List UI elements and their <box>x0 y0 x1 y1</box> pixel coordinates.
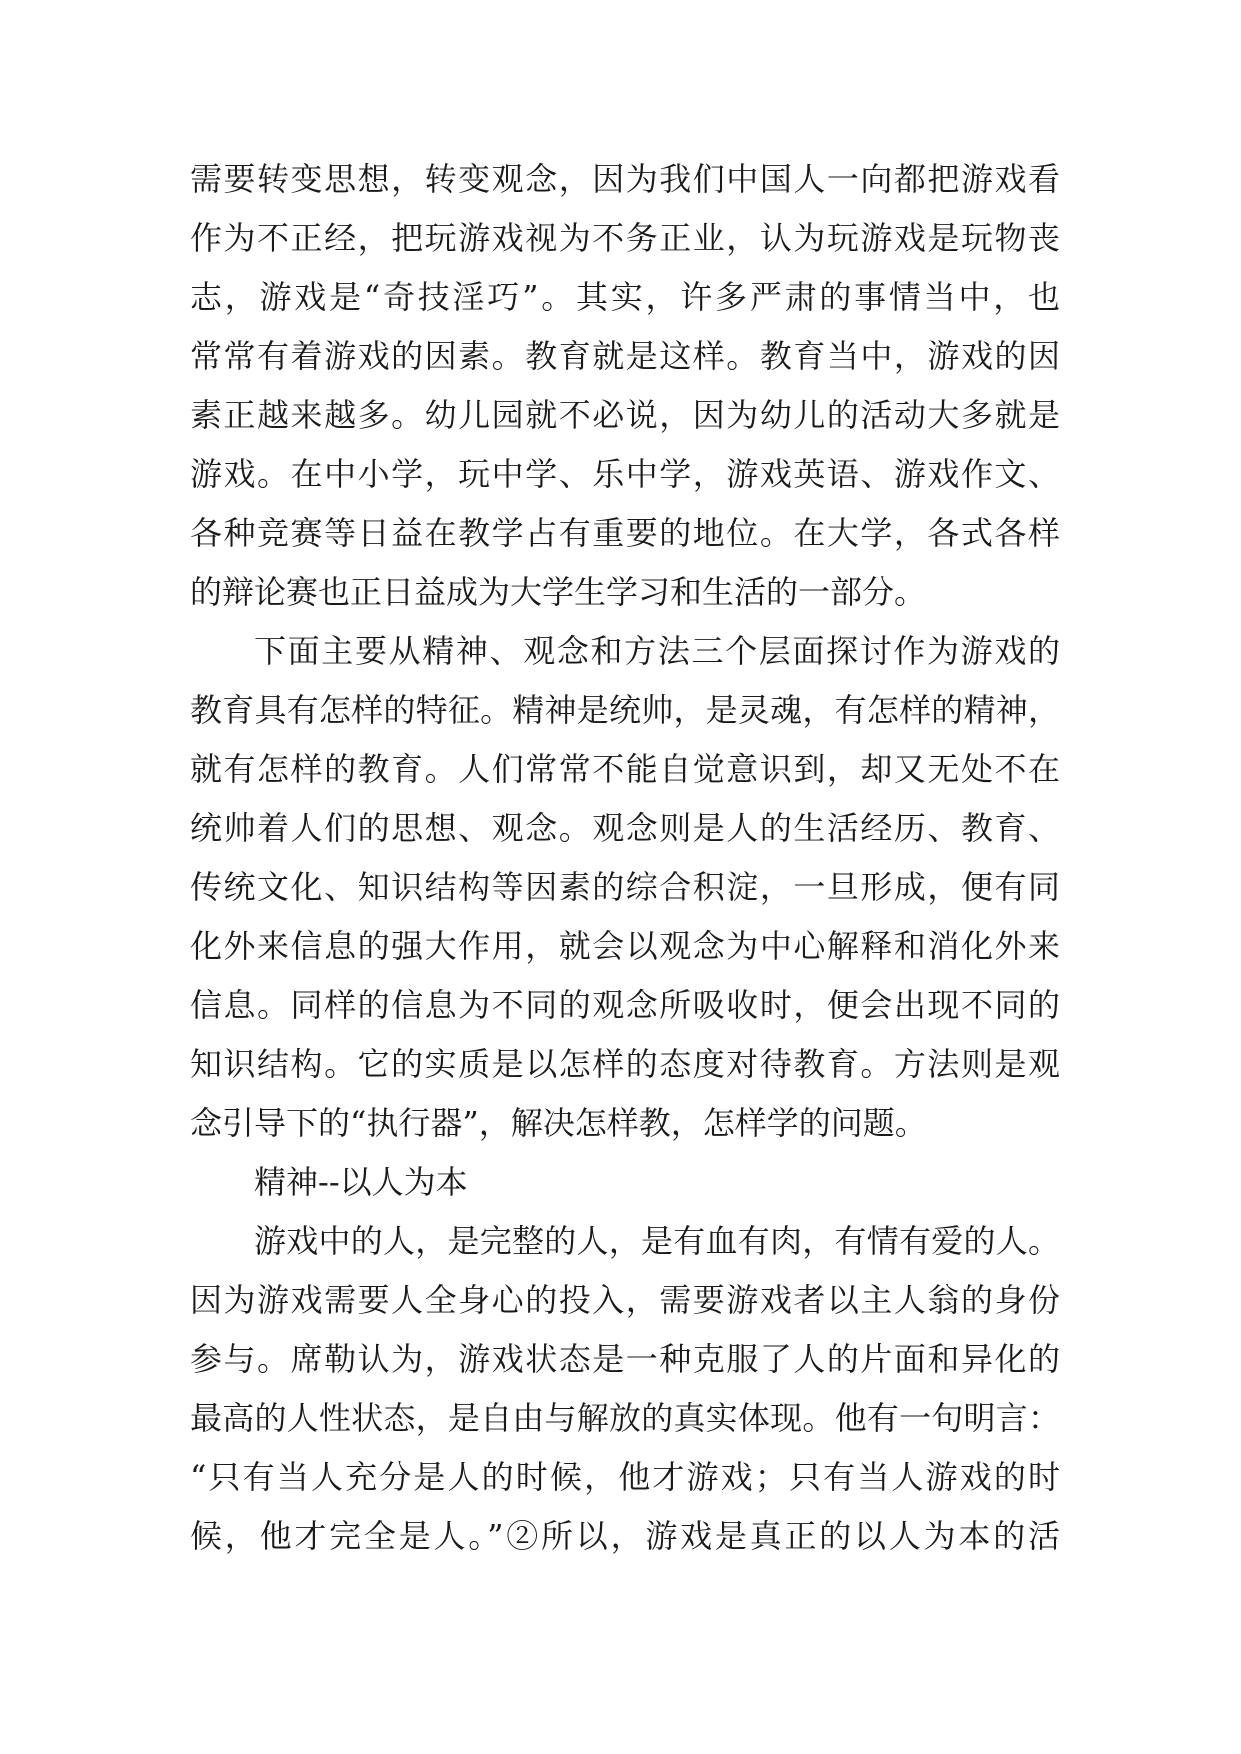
paragraph-line: 就有怎样的教育。人们常常不能自觉意识到，却又无处不在 <box>190 750 1060 788</box>
paragraph-line: 化外来信息的强大作用，就会以观念为中心解释和消化外来 <box>190 927 1060 965</box>
paragraph-line: 需要转变思想，转变观念，因为我们中国人一向都把游戏看 <box>190 160 1060 198</box>
paragraph-line: 参与。席勒认为，游戏状态是一种克服了人的片面和异化的 <box>190 1340 1060 1378</box>
paragraph-line: 教育具有怎样的特征。精神是统帅，是灵魂，有怎样的精神， <box>190 691 1060 729</box>
paragraph-line: 下面主要从精神、观念和方法三个层面探讨作为游戏的 <box>254 632 1060 670</box>
paragraph-line: 候，他才完全是人。”②所以，游戏是真正的以人为本的活 <box>190 1517 1060 1555</box>
paragraph-line: 素正越来越多。幼儿园就不必说，因为幼儿的活动大多就是 <box>190 396 1060 434</box>
paragraph-line: 统帅着人们的思想、观念。观念则是人的生活经历、教育、 <box>190 809 1060 847</box>
paragraph-line: 信息。同样的信息为不同的观念所吸收时，便会出现不同的 <box>190 986 1060 1024</box>
paragraph-line: 作为不正经，把玩游戏视为不务正业，认为玩游戏是玩物丧 <box>190 219 1060 257</box>
paragraph-line: 因为游戏需要人全身心的投入，需要游戏者以主人翁的身份 <box>190 1281 1060 1319</box>
paragraph-line: 志，游戏是“奇技淫巧”。其实，许多严肃的事情当中，也 <box>190 278 1060 316</box>
paragraph-line: “只有当人充分是人的时候，他才游戏；只有当人游戏的时 <box>190 1458 1060 1496</box>
paragraph-line: 各种竞赛等日益在教学占有重要的地位。在大学，各式各样 <box>190 514 1060 552</box>
paragraph-line: 传统文化、知识结构等因素的综合积淀，一旦形成，便有同 <box>190 868 1060 906</box>
paragraph-line: 游戏中的人，是完整的人，是有血有肉，有情有爱的人。 <box>254 1222 1060 1260</box>
paragraph-line: 知识结构。它的实质是以怎样的态度对待教育。方法则是观 <box>190 1045 1060 1083</box>
paragraph-line: 的辩论赛也正日益成为大学生学习和生活的一部分。 <box>190 573 927 611</box>
paragraph-line: 游戏。在中小学，玩中学、乐中学，游戏英语、游戏作文、 <box>190 455 1060 493</box>
paragraph-line: 常常有着游戏的因素。教育就是这样。教育当中，游戏的因 <box>190 337 1060 375</box>
paragraph-line: 最高的人性状态，是自由与解放的真实体现。他有一句明言： <box>190 1399 1060 1437</box>
section-heading: 精神--以人为本 <box>254 1163 468 1201</box>
paragraph-line: 念引导下的“执行器”，解决怎样教，怎样学的问题。 <box>190 1104 927 1142</box>
